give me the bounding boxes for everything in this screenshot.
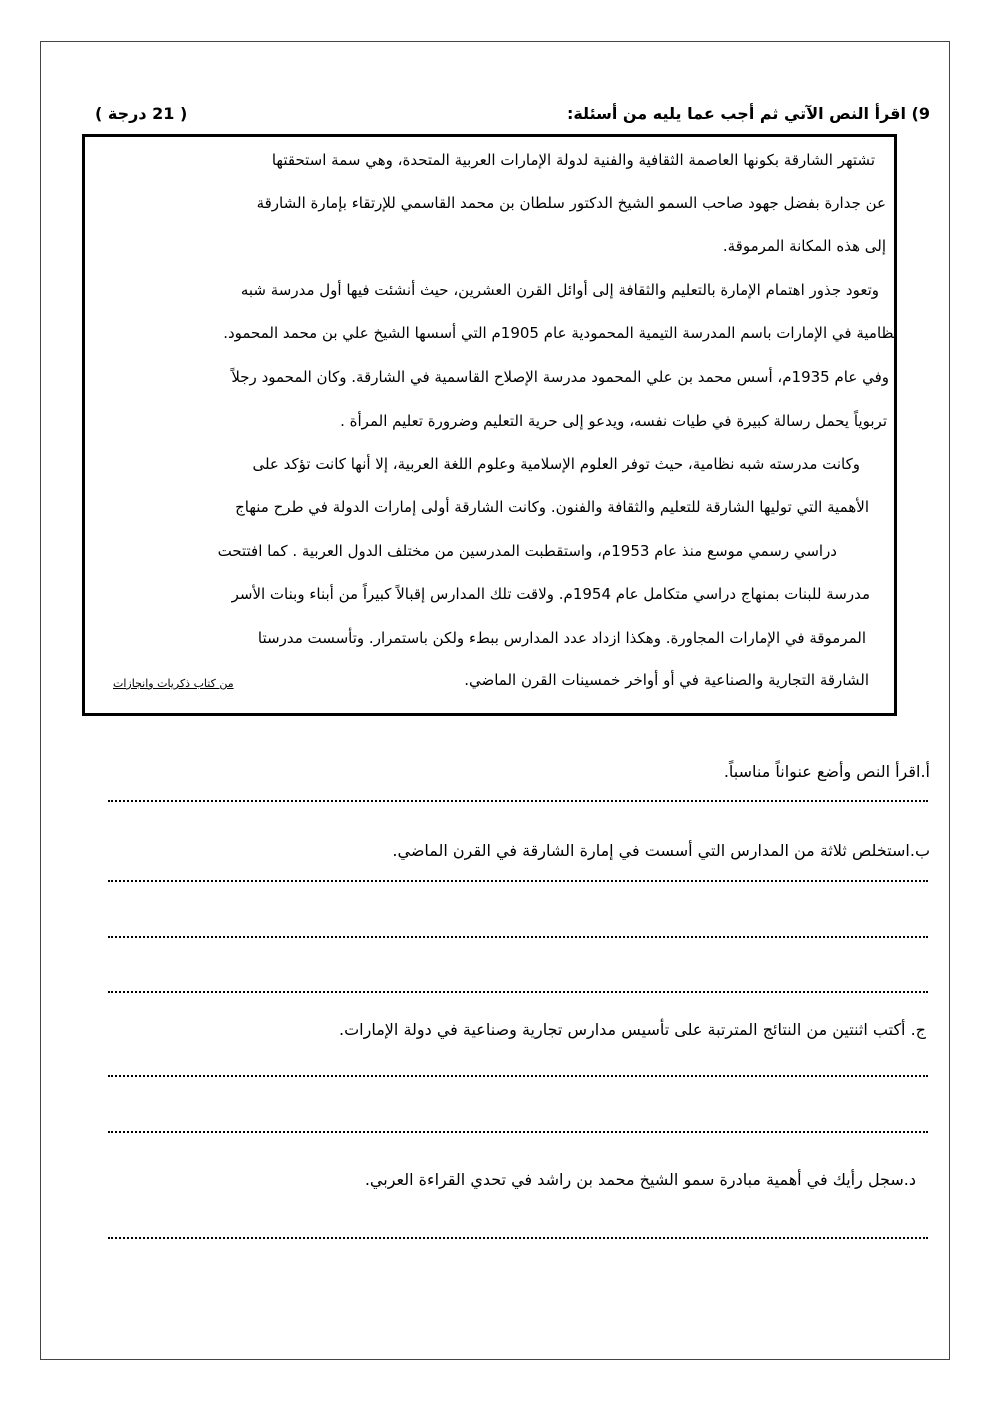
passage-line: إلى هذه المكانة المرموقة. — [722, 237, 886, 255]
answer-line-a1[interactable] — [108, 800, 928, 802]
question-a: أ.اقرأ النص وأضع عنواناً مناسباً. — [723, 762, 930, 781]
passage-line: المرموقة في الإمارات المجاورة. وهكذا ازداد عدد المدارس ببطء ولكن باستمرار. وتأسست مدرستا — [257, 629, 866, 647]
passage-line: نظامية في الإمارات باسم المدرسة التيمية المحمودية عام 1905م التي أسسها الشيخ علي بن محمد المحمود. — [223, 324, 898, 342]
passage-line: عن جدارة بفضل جهود صاحب السمو الشيخ الدكتور سلطان بن محمد القاسمي للإرتقاء بإمارة الشارقة — [256, 194, 886, 212]
passage-source: من كتاب ذكريات وانجازات — [113, 677, 234, 690]
answer-line-d1[interactable] — [108, 1237, 928, 1239]
answer-line-b2[interactable] — [108, 936, 928, 938]
answer-line-c2[interactable] — [108, 1131, 928, 1133]
answer-line-c1[interactable] — [108, 1075, 928, 1077]
question-d: د.سجل رأيك في أهمية مبادرة سمو الشيخ محمد بن راشد في تحدي القراءة العربي. — [364, 1170, 916, 1189]
passage-line: الأهمية التي توليها الشارقة للتعليم والثقافة والفنون. وكانت الشارقة أولى إمارات الدولة في طرح منهاج — [235, 498, 869, 516]
question-c: ج. أكتب اثنتين من النتائج المترتبة على تأسيس مدارس تجارية وصناعية في دولة الإمارات. — [339, 1020, 926, 1039]
passage-line: الشارقة التجارية والصناعية في أو أواخر خمسينات القرن الماضي. — [464, 671, 869, 689]
passage-line: دراسي رسمي موسع منذ عام 1953م، واستقطبت المدرسين من مختلف الدول العربية . كما افتتحت — [217, 542, 837, 560]
passage-line: وكانت مدرسته شبه نظامية، حيث توفر العلوم الإسلامية وعلوم اللغة العربية، إلا أنها كانت تؤكد على — [252, 455, 860, 473]
passage-line: مدرسة للبنات بمنهاج دراسي متكامل عام 1954م. ولاقت تلك المدارس إقبالاً كبيراً من أبناء وبنات الأسر — [231, 585, 870, 603]
grade-label: ( 21 درجة ) — [95, 104, 188, 123]
answer-line-b3[interactable] — [108, 991, 928, 993]
answer-line-b1[interactable] — [108, 880, 928, 882]
passage-line: وتعود جذور اهتمام الإمارة بالتعليم والثقافة إلى أوائل القرن العشرين، حيث أنشئت فيها أول مدرسة شبه — [240, 281, 879, 299]
question-b: ب.استخلص ثلاثة من المدارس التي أسست في إمارة الشارقة في القرن الماضي. — [392, 841, 930, 860]
passage-line: تشتهر الشارقة بكونها العاصمة الثقافية والفنية لدولة الإمارات العربية المتحدة، وهي سمة استحقتها — [271, 151, 875, 169]
passage-line: تربوياً يحمل رسالة كبيرة في طيات نفسه، ويدعو إلى حرية التعليم وضرورة تعليم المرأة . — [340, 412, 887, 430]
passage-line: وفي عام 1935م، أسس محمد بن علي المحمود مدرسة الإصلاح القاسمية في الشارقة. وكان المحمود رجلاً — [231, 368, 889, 386]
question-header — [95, 104, 930, 130]
question-title: 9) اقرأ النص الآتي ثم أجب عما يليه من أسئلة: — [566, 104, 930, 123]
